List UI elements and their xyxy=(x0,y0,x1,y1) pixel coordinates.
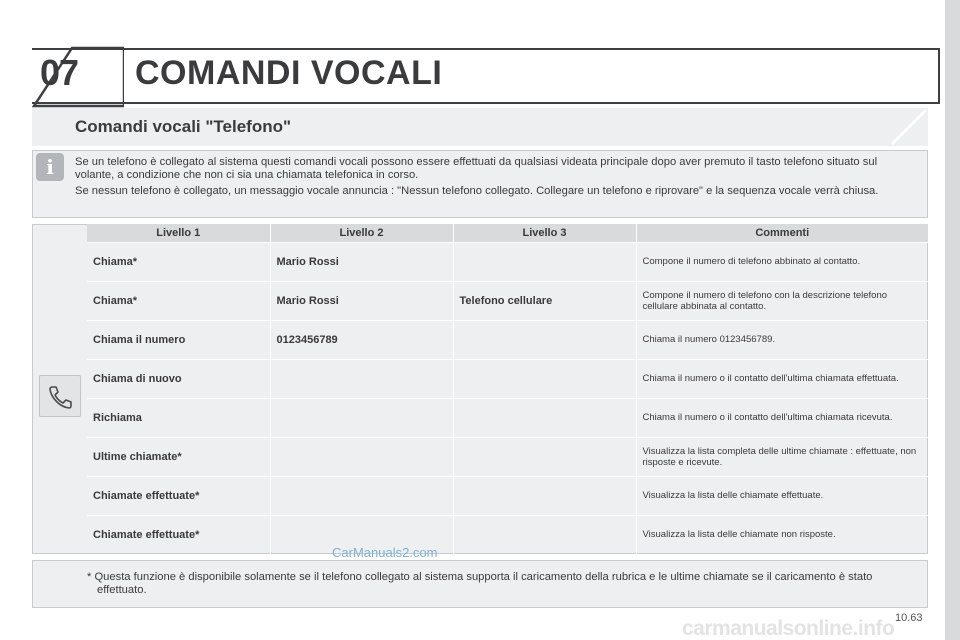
cell-livello-1: Chiama* xyxy=(87,242,270,281)
cell-livello-2: 0123456789 xyxy=(270,320,453,359)
cell-commento: Visualizza la lista delle chiamate effettuate. xyxy=(636,476,928,515)
cell-livello-1: Chiamate effettuate* xyxy=(87,476,270,515)
table-row xyxy=(87,476,928,515)
header-livello-2: Livello 2 xyxy=(270,224,453,242)
table-header-row xyxy=(87,224,928,242)
right-margin-strip xyxy=(945,0,960,640)
cell-livello-3 xyxy=(453,242,636,281)
cell-livello-1: Ultime chiamate* xyxy=(87,437,270,476)
watermark: CarManuals2.com xyxy=(332,545,438,560)
table-row xyxy=(87,242,928,281)
header-livello-3: Livello 3 xyxy=(453,224,636,242)
cell-livello-3 xyxy=(453,320,636,359)
cell-livello-2: Mario Rossi xyxy=(270,242,453,281)
cell-livello-2 xyxy=(270,359,453,398)
table-row xyxy=(87,320,928,359)
section-title: Comandi vocali "Telefono" xyxy=(75,117,292,136)
cell-commento: Chiama il numero 0123456789. xyxy=(636,320,928,359)
cell-livello-3 xyxy=(453,515,636,554)
phone-icon xyxy=(39,375,81,417)
header-livello-1: Livello 1 xyxy=(87,224,270,242)
info-paragraph-2: Se nessun telefono è collegato, un messaggio vocale annuncia : "Nessun telefono collegato. Collegare un telefono e riprovare" e la sequenza vocale verrà chiusa. xyxy=(75,185,879,197)
cell-livello-3 xyxy=(453,398,636,437)
cell-commento: Chiama il numero o il contatto dell'ultima chiamata ricevuta. xyxy=(636,398,928,437)
table-row xyxy=(87,398,928,437)
cell-commento: Compone il numero di telefono abbinato al contatto. xyxy=(636,242,928,281)
cell-livello-1: Chiama* xyxy=(87,281,270,320)
cell-livello-2: Mario Rossi xyxy=(270,281,453,320)
cell-livello-1: Chiamate effettuate* xyxy=(87,515,270,554)
cell-livello-1: Chiama il numero xyxy=(87,320,270,359)
header-commenti: Commenti xyxy=(636,224,928,242)
info-icon: i xyxy=(36,153,64,181)
bottom-watermark: carmanualsonline.info xyxy=(682,617,895,640)
cell-livello-1: Chiama di nuovo xyxy=(87,359,270,398)
info-paragraph-1: Se un telefono è collegato al sistema questi comandi vocali possono essere effettuati da qualsiasi videata principale dopo aver premuto il tasto telefono situato sul volante, a condizione che non ci sia una chiamata telefonica in corso. xyxy=(75,156,878,181)
cell-commento: Visualizza la lista completa delle ultime chiamate : effettuate, non risposte e ricevute. xyxy=(636,437,928,476)
table-row xyxy=(87,281,928,320)
cell-livello-2 xyxy=(270,476,453,515)
cell-livello-2 xyxy=(270,398,453,437)
cell-commento: Visualizza la lista delle chiamate non risposte. xyxy=(636,515,928,554)
chapter-number: 07 xyxy=(40,52,79,93)
page-number: 10.63 xyxy=(895,612,923,624)
footnote-text: * Questa funzione è disponibile solamente se il telefono collegato al sistema supporta il caricamento della rubrica e le ultime chiamate se il caricamento è stato effettuato. xyxy=(87,571,873,596)
section-corner-slash xyxy=(880,108,928,146)
table-row xyxy=(87,359,928,398)
cell-livello-3 xyxy=(453,476,636,515)
page-title: COMANDI VOCALI xyxy=(135,54,443,92)
table-row xyxy=(87,515,928,554)
cell-livello-3 xyxy=(453,359,636,398)
table-row xyxy=(87,437,928,476)
cell-commento: Compone il numero di telefono con la descrizione telefono cellulare abbinata al contatto. xyxy=(636,281,928,320)
info-text xyxy=(75,156,915,198)
commands-table xyxy=(87,224,928,554)
cell-livello-3: Telefono cellulare xyxy=(453,281,636,320)
cell-livello-3 xyxy=(453,437,636,476)
cell-livello-1: Richiama xyxy=(87,398,270,437)
cell-livello-2 xyxy=(270,437,453,476)
cell-commento: Chiama il numero o il contatto dell'ultima chiamata effettuata. xyxy=(636,359,928,398)
